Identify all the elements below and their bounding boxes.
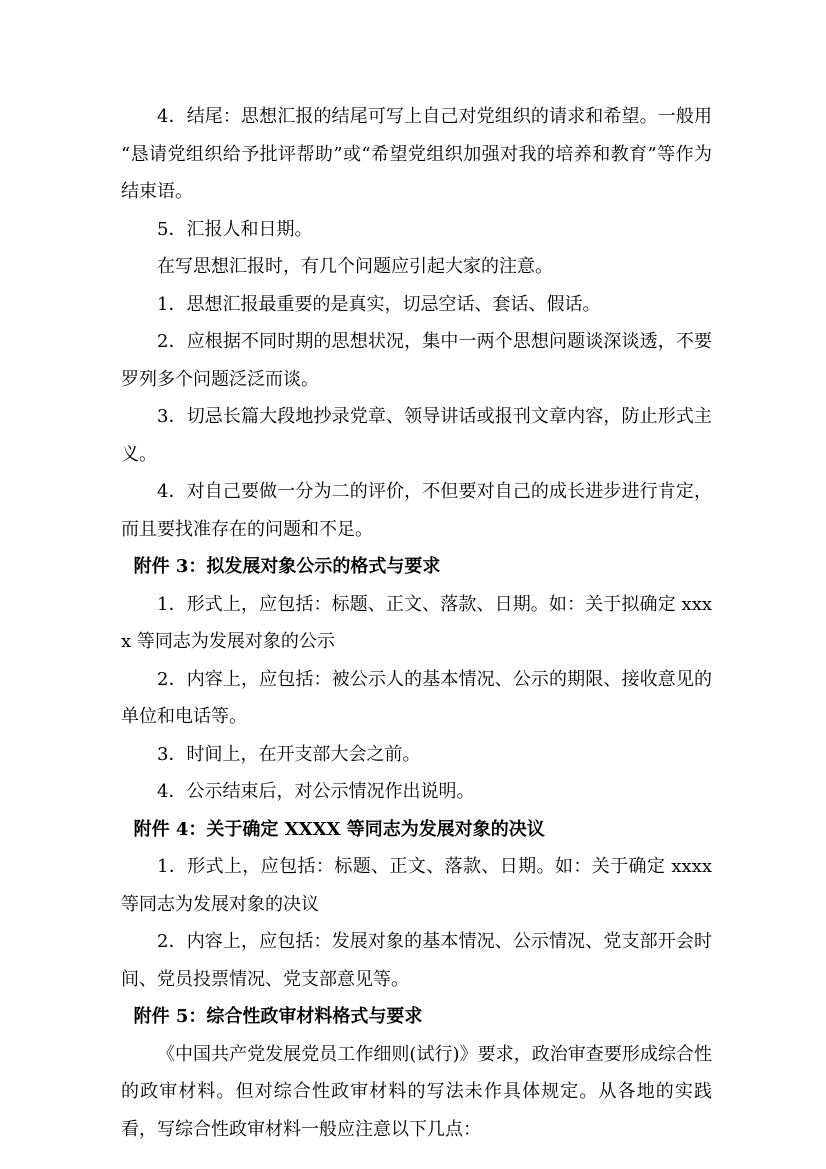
heading-attachment-3: 附件 3：拟发展对象公示的格式与要求 bbox=[133, 556, 441, 577]
paragraph-att5-intro: 《中国共产党发展党员工作细则(试行)》要求，政治审查要形成综合性的政审材料。但对综合性政审材料的写法未作具体规定。从各地的实践看，写综合性政审材料一般应注意以下几点： bbox=[121, 1043, 712, 1140]
paragraph-attention-intro: 在写思想汇报时，有几个问题应引起大家的注意。 bbox=[157, 256, 553, 277]
paragraph-att3-item-2: 2．内容上，应包括：被公示人的基本情况、公示的期限、接收意见的单位和电话等。 bbox=[121, 668, 712, 727]
paragraph-reporter-date: 5．汇报人和日期。 bbox=[157, 218, 313, 240]
paragraph-point-1: 1．思想汇报最重要的是真实，切忌空话、套话、假话。 bbox=[157, 293, 601, 315]
paragraph-att3-item-3: 3．时间上，在开支部大会之前。 bbox=[157, 743, 421, 765]
paragraph-att4-item-2: 2．内容上，应包括：发展对象的基本情况、公示情况、党支部开会时间、党员投票情况、党支部意见等。 bbox=[121, 931, 712, 990]
paragraph-point-4: 4．对自己要做一分为二的评价，不但要对自己的成长进步进行肯定，而且要找准存在的问题和不足。 bbox=[121, 481, 712, 540]
paragraph-att3-item-1: 1．形式上，应包括：标题、正文、落款、日期。如：关于拟确定 xxxx 等同志为发展对象的公示 bbox=[121, 593, 712, 652]
heading-attachment-4: 附件 4：关于确定 XXXX 等同志为发展对象的决议 bbox=[133, 818, 545, 840]
paragraph-point-2: 2．应根据不同时期的思想状况，集中一两个思想问题谈深谈透，不要罗列多个问题泛泛而谈。 bbox=[121, 331, 712, 390]
heading-attachment-5: 附件 5：综合性政审材料格式与要求 bbox=[133, 1006, 423, 1027]
paragraph-att4-item-1: 1．形式上，应包括：标题、正文、落款、日期。如：关于确定 xxxx 等同志为发展对象的决议 bbox=[121, 856, 712, 915]
paragraph-point-3: 3．切忌长篇大段地抄录党章、领导讲话或报刊文章内容，防止形式主义。 bbox=[121, 406, 712, 465]
paragraph-ending-note: 4．结尾：思想汇报的结尾可写上自己对党组织的请求和希望。一般用“恳请党组织给予批评帮助”或“希望党组织加强对我的培养和教育”等作为结束语。 bbox=[121, 106, 712, 202]
paragraph-att3-item-4: 4．公示结束后，对公示情况作出说明。 bbox=[157, 781, 475, 802]
